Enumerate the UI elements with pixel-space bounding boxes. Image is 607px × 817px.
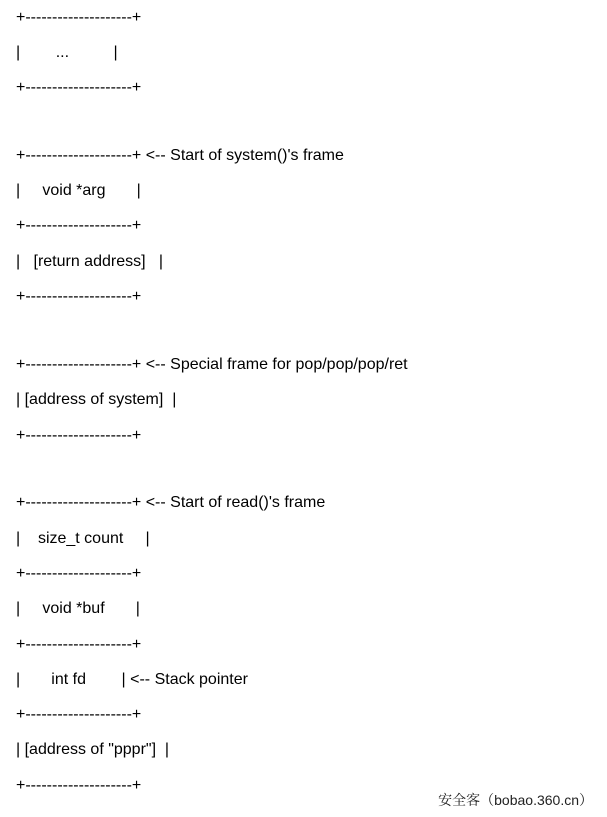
diagram-line-20: +--------------------+ — [16, 777, 142, 794]
diagram-line-10: | [address of system] | — [16, 391, 177, 408]
diagram-line-6: +--------------------+ — [16, 217, 142, 234]
diagram-line-8: +--------------------+ — [16, 288, 142, 305]
diagram-line-13: | size_t count | — [16, 530, 150, 547]
diagram-line-19: | [address of "pppr"] | — [16, 741, 170, 758]
diagram-line-11: +--------------------+ — [16, 427, 142, 444]
diagram-line-18: +--------------------+ — [16, 706, 142, 723]
diagram-line-14: +--------------------+ — [16, 565, 142, 582]
diagram-line-5: | void *arg | — [16, 182, 141, 199]
diagram-line-1: +--------------------+ — [16, 9, 142, 26]
diagram-line-4: +--------------------+ <-- Start of system()'s frame — [16, 147, 344, 164]
diagram-line-9: +--------------------+ <-- Special frame for pop/pop/pop/ret — [16, 356, 408, 373]
watermark: 安全客（bobao.360.cn） — [438, 792, 593, 808]
diagram-line-3: +--------------------+ — [16, 79, 142, 96]
diagram-line-2: | ... | — [16, 44, 118, 61]
diagram-line-17: | int fd | <-- Stack pointer — [16, 671, 248, 688]
diagram-line-16: +--------------------+ — [16, 636, 142, 653]
diagram-line-12: +--------------------+ <-- Start of read()'s frame — [16, 494, 326, 511]
diagram-line-7: | [return address] | — [16, 253, 164, 270]
diagram-line-15: | void *buf | — [16, 600, 140, 617]
